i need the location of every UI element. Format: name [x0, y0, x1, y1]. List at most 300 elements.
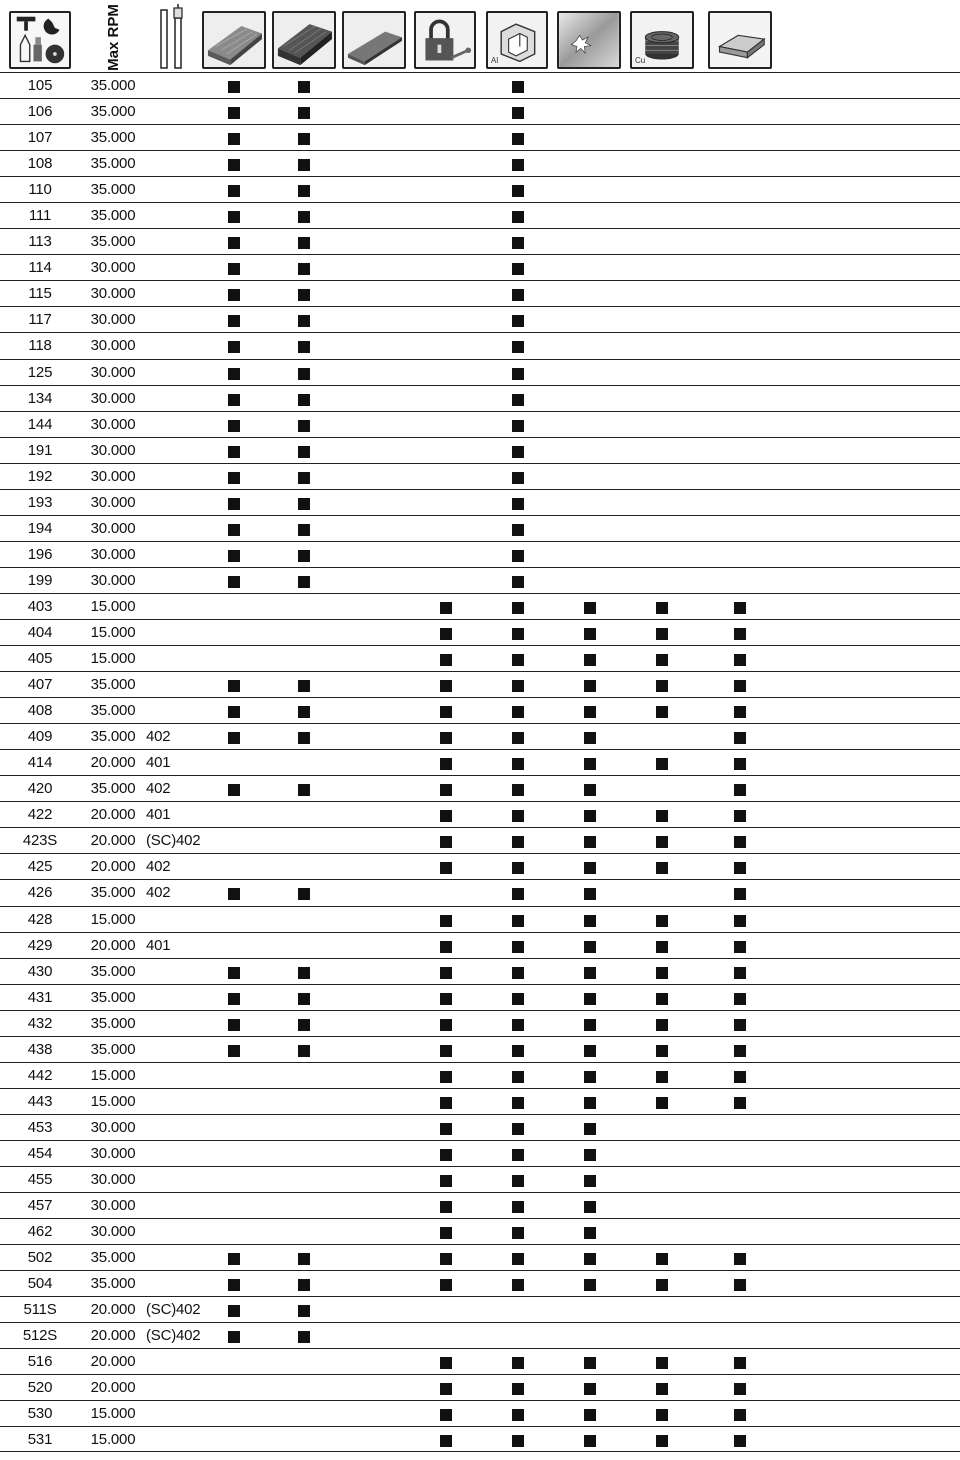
suitability-mark: [440, 862, 452, 874]
product-number: 199: [27, 571, 53, 589]
max-rpm-value: 30.000: [90, 1197, 136, 1215]
product-number: 512S: [22, 1327, 58, 1345]
table-row: [0, 202, 960, 228]
suitability-mark: [512, 1227, 524, 1239]
suitability-mark: [228, 341, 240, 353]
suitability-mark: [656, 628, 668, 640]
product-number: 125: [27, 363, 53, 381]
suitability-mark: [656, 654, 668, 666]
suitability-mark: [656, 1435, 668, 1447]
max-rpm-value: 30.000: [90, 1118, 136, 1136]
suitability-mark: [584, 1279, 596, 1291]
suitability-mark: [228, 732, 240, 744]
suitability-mark: [298, 1305, 310, 1317]
suitability-mark: [734, 941, 746, 953]
suitability-mark: [440, 706, 452, 718]
suitability-mark: [734, 810, 746, 822]
suitability-mark: [656, 602, 668, 614]
suitability-mark: [656, 1279, 668, 1291]
suitability-mark: [228, 967, 240, 979]
suitability-mark: [584, 1357, 596, 1369]
table-row: [0, 1426, 960, 1452]
suitability-mark: [298, 107, 310, 119]
suitability-mark: [584, 810, 596, 822]
table-row: [0, 385, 960, 411]
suitability-mark: [298, 1331, 310, 1343]
product-number: 531: [27, 1431, 53, 1449]
suitability-mark: [440, 1019, 452, 1031]
table-row: [0, 619, 960, 645]
max-rpm-value: 20.000: [90, 832, 136, 850]
suitability-mark: [734, 1383, 746, 1395]
max-rpm-value: 20.000: [90, 858, 136, 876]
suitability-mark: [734, 1071, 746, 1083]
table-row: [0, 671, 960, 697]
suitability-mark: [584, 1383, 596, 1395]
suitability-mark: [656, 680, 668, 692]
max-rpm-value: 15.000: [90, 910, 136, 928]
product-number: 516: [27, 1353, 53, 1371]
suitability-mark: [512, 315, 524, 327]
suitability-mark: [298, 680, 310, 692]
suitability-mark: [298, 967, 310, 979]
table-row: [0, 1348, 960, 1374]
suitability-mark: [512, 784, 524, 796]
suitability-mark: [734, 1045, 746, 1057]
suitability-mark: [440, 993, 452, 1005]
product-number: 403: [27, 597, 53, 615]
mandrel-value: 401: [146, 806, 171, 824]
suitability-mark: [584, 967, 596, 979]
suitability-mark: [512, 1019, 524, 1031]
product-number: 108: [27, 155, 53, 173]
suitability-mark: [512, 341, 524, 353]
product-number: 407: [27, 676, 53, 694]
table-row: [0, 958, 960, 984]
suitability-mark: [656, 810, 668, 822]
suitability-mark: [656, 836, 668, 848]
suitability-mark: [440, 784, 452, 796]
table-row: [0, 593, 960, 619]
table-row: [0, 1296, 960, 1322]
suitability-mark: [298, 133, 310, 145]
suitability-mark: [228, 289, 240, 301]
table-row: [0, 280, 960, 306]
product-compatibility-table: [0, 72, 960, 1452]
table-row: [0, 801, 960, 827]
suitability-mark: [440, 1409, 452, 1421]
suitability-mark: [656, 1097, 668, 1109]
suitability-mark: [584, 732, 596, 744]
max-rpm-value: 15.000: [90, 1405, 136, 1423]
suitability-mark: [440, 732, 452, 744]
table-row: [0, 411, 960, 437]
max-rpm-value: 30.000: [90, 259, 136, 277]
suitability-mark: [734, 967, 746, 979]
suitability-mark: [734, 1253, 746, 1265]
product-number: 404: [27, 623, 53, 641]
product-number: 144: [27, 415, 53, 433]
suitability-mark: [228, 888, 240, 900]
suitability-mark: [440, 836, 452, 848]
product-number: 405: [27, 650, 53, 668]
suitability-mark: [584, 1409, 596, 1421]
suitability-mark: [228, 784, 240, 796]
suitability-mark: [512, 1045, 524, 1057]
suitability-mark: [512, 1279, 524, 1291]
suitability-mark: [298, 159, 310, 171]
suitability-mark: [298, 211, 310, 223]
suitability-mark: [298, 732, 310, 744]
max-rpm-value: 35.000: [90, 676, 136, 694]
suitability-mark: [512, 888, 524, 900]
suitability-mark: [512, 706, 524, 718]
suitability-mark: [228, 993, 240, 1005]
suitability-mark: [228, 1305, 240, 1317]
suitability-mark: [298, 1019, 310, 1031]
product-number: 442: [27, 1066, 53, 1084]
suitability-mark: [512, 237, 524, 249]
table-row: [0, 775, 960, 801]
table-row: [0, 1062, 960, 1088]
max-rpm-value: 35.000: [90, 129, 136, 147]
suitability-mark: [512, 1435, 524, 1447]
max-rpm-value: 30.000: [90, 285, 136, 303]
suitability-mark: [228, 368, 240, 380]
suitability-mark: [512, 446, 524, 458]
suitability-mark: [298, 550, 310, 562]
suitability-mark: [656, 1019, 668, 1031]
suitability-mark: [512, 211, 524, 223]
mandrel-value: (SC)402: [146, 1327, 201, 1345]
product-number: 114: [28, 259, 52, 277]
suitability-mark: [512, 550, 524, 562]
suitability-mark: [298, 888, 310, 900]
max-rpm-value: 30.000: [90, 1223, 136, 1241]
suitability-mark: [512, 1253, 524, 1265]
suitability-mark: [734, 1097, 746, 1109]
product-number: 426: [27, 884, 53, 902]
suitability-mark: [298, 576, 310, 588]
suitability-mark: [298, 341, 310, 353]
suitability-mark: [228, 706, 240, 718]
product-number: 107: [27, 129, 53, 147]
product-number: 504: [27, 1275, 53, 1293]
suitability-mark: [440, 758, 452, 770]
suitability-mark: [512, 1409, 524, 1421]
softwood-icon: [202, 11, 266, 69]
suitability-mark: [512, 1071, 524, 1083]
max-rpm-value: 20.000: [90, 754, 136, 772]
suitability-mark: [584, 1175, 596, 1187]
product-number: 194: [27, 519, 53, 537]
table-row: [0, 1270, 960, 1296]
table-row: [0, 1166, 960, 1192]
suitability-mark: [584, 993, 596, 1005]
suitability-mark: [584, 654, 596, 666]
suitability-mark: [228, 263, 240, 275]
suitability-mark: [228, 394, 240, 406]
max-rpm-value: 20.000: [90, 1353, 136, 1371]
suitability-mark: [228, 1045, 240, 1057]
suitability-mark: [512, 472, 524, 484]
suitability-mark: [298, 524, 310, 536]
max-rpm-value: 30.000: [90, 389, 136, 407]
suitability-mark: [734, 628, 746, 640]
suitability-mark: [584, 1071, 596, 1083]
mandrel-value: 402: [146, 884, 171, 902]
suitability-mark: [734, 888, 746, 900]
suitability-mark: [734, 602, 746, 614]
hardwood-icon: [272, 11, 336, 69]
suitability-mark: [512, 498, 524, 510]
max-rpm-value: 35.000: [90, 207, 136, 225]
suitability-mark: [512, 1201, 524, 1213]
max-rpm-value: 30.000: [90, 441, 136, 459]
suitability-mark: [440, 1149, 452, 1161]
product-number: 414: [27, 754, 53, 772]
table-row: [0, 150, 960, 176]
suitability-mark: [228, 576, 240, 588]
suitability-mark: [656, 1357, 668, 1369]
suitability-mark: [512, 420, 524, 432]
table-header: [0, 0, 960, 72]
suitability-mark: [228, 185, 240, 197]
max-rpm-value: 35.000: [90, 702, 136, 720]
suitability-mark: [584, 836, 596, 848]
suitability-mark: [512, 1175, 524, 1187]
product-number: 196: [27, 545, 53, 563]
max-rpm-value: 20.000: [90, 1327, 136, 1345]
max-rpm-value: 20.000: [90, 1379, 136, 1397]
max-rpm-value: 30.000: [90, 519, 136, 537]
table-row: [0, 645, 960, 671]
product-number: 134: [27, 389, 53, 407]
suitability-mark: [512, 185, 524, 197]
max-rpm-value: 30.000: [90, 363, 136, 381]
table-row: [0, 1192, 960, 1218]
suitability-mark: [228, 107, 240, 119]
table-row: [0, 723, 960, 749]
product-number: 408: [27, 702, 53, 720]
suitability-mark: [440, 1201, 452, 1213]
suitability-mark: [512, 862, 524, 874]
product-number: 502: [27, 1249, 53, 1267]
product-number: 431: [27, 988, 53, 1006]
product-number: 106: [27, 103, 53, 121]
suitability-mark: [584, 941, 596, 953]
suitability-mark: [440, 1357, 452, 1369]
product-number: 438: [27, 1040, 53, 1058]
product-number: 511S: [23, 1301, 57, 1319]
table-row: [0, 359, 960, 385]
table-row: [0, 72, 960, 98]
suitability-mark: [734, 1409, 746, 1421]
table-row: [0, 1400, 960, 1426]
table-row: [0, 697, 960, 723]
table-row: [0, 1036, 960, 1062]
product-number: 454: [27, 1144, 53, 1162]
suitability-mark: [584, 915, 596, 927]
metal-bar-icon: [708, 11, 772, 69]
suitability-mark: [228, 524, 240, 536]
product-number: 118: [28, 337, 52, 355]
suitability-mark: [298, 1253, 310, 1265]
aluminium-icon: [486, 11, 548, 69]
suitability-mark: [512, 1149, 524, 1161]
table-row: [0, 437, 960, 463]
product-number: 430: [27, 962, 53, 980]
suitability-mark: [584, 888, 596, 900]
table-row: [0, 827, 960, 853]
suitability-mark: [440, 1071, 452, 1083]
product-number: 453: [27, 1118, 53, 1136]
suitability-mark: [734, 784, 746, 796]
suitability-mark: [734, 1019, 746, 1031]
suitability-mark: [512, 1123, 524, 1135]
suitability-mark: [512, 159, 524, 171]
suitability-mark: [584, 1227, 596, 1239]
suitability-mark: [512, 915, 524, 927]
product-number: 115: [28, 285, 52, 303]
max-rpm-value: 35.000: [90, 728, 136, 746]
suitability-mark: [228, 237, 240, 249]
suitability-mark: [228, 133, 240, 145]
table-row: [0, 1244, 960, 1270]
suitability-mark: [512, 993, 524, 1005]
suitability-mark: [228, 550, 240, 562]
suitability-mark: [440, 1045, 452, 1057]
suitability-mark: [440, 967, 452, 979]
table-row: [0, 254, 960, 280]
product-number: 409: [27, 728, 53, 746]
table-row: [0, 984, 960, 1010]
suitability-mark: [734, 1279, 746, 1291]
table-row: [0, 228, 960, 254]
max-rpm-value: 30.000: [90, 1144, 136, 1162]
table-row: [0, 906, 960, 932]
suitability-mark: [656, 967, 668, 979]
suitability-mark: [512, 368, 524, 380]
suitability-mark: [228, 472, 240, 484]
suitability-mark: [440, 810, 452, 822]
suitability-mark: [656, 1409, 668, 1421]
suitability-mark: [298, 1279, 310, 1291]
max-rpm-value: 30.000: [90, 571, 136, 589]
suitability-mark: [512, 81, 524, 93]
table-row: [0, 1010, 960, 1036]
suitability-mark: [440, 941, 452, 953]
suitability-mark: [228, 211, 240, 223]
suitability-mark: [584, 1019, 596, 1031]
max-rpm-header: Max RPM: [104, 3, 122, 71]
product-number: 462: [27, 1223, 53, 1241]
max-rpm-value: 35.000: [90, 1249, 136, 1267]
suitability-mark: [512, 263, 524, 275]
suitability-mark: [298, 289, 310, 301]
suitability-mark: [298, 368, 310, 380]
max-rpm-value: 15.000: [90, 623, 136, 641]
max-rpm-value: 35.000: [90, 1040, 136, 1058]
max-rpm-value: 35.000: [90, 988, 136, 1006]
mandrel-value: 402: [146, 728, 171, 746]
suitability-mark: [228, 1279, 240, 1291]
suitability-mark: [298, 446, 310, 458]
max-rpm-value: 30.000: [90, 1170, 136, 1188]
suitability-mark: [584, 1045, 596, 1057]
suitability-mark: [584, 758, 596, 770]
product-number: 443: [27, 1092, 53, 1110]
suitability-mark: [440, 1123, 452, 1135]
product-number: 457: [27, 1197, 53, 1215]
suitability-mark: [228, 315, 240, 327]
suitability-mark: [298, 472, 310, 484]
mandrel-value: (SC)402: [146, 832, 201, 850]
suitability-mark: [512, 576, 524, 588]
suitability-mark: [584, 706, 596, 718]
max-rpm-value: 15.000: [90, 1431, 136, 1449]
max-rpm-value: 30.000: [90, 493, 136, 511]
suitability-mark: [228, 498, 240, 510]
max-rpm-value: 15.000: [90, 650, 136, 668]
suitability-mark: [512, 836, 524, 848]
table-row: [0, 124, 960, 150]
suitability-mark: [440, 602, 452, 614]
suitability-mark: [584, 862, 596, 874]
max-rpm-value: 30.000: [90, 415, 136, 433]
max-rpm-value: 35.000: [90, 884, 136, 902]
suitability-mark: [440, 915, 452, 927]
table-row: [0, 1088, 960, 1114]
product-number: 429: [27, 936, 53, 954]
suitability-mark: [512, 1097, 524, 1109]
suitability-mark: [734, 836, 746, 848]
product-number: 520: [27, 1379, 53, 1397]
max-rpm-value: 35.000: [90, 181, 136, 199]
suitability-mark: [656, 1253, 668, 1265]
suitability-mark: [584, 1201, 596, 1213]
mandrel-value: 402: [146, 858, 171, 876]
suitability-mark: [584, 680, 596, 692]
suitability-mark: [656, 941, 668, 953]
suitability-mark: [656, 1071, 668, 1083]
suitability-mark: [440, 1279, 452, 1291]
suitability-mark: [228, 680, 240, 692]
suitability-mark: [512, 394, 524, 406]
product-number: 455: [27, 1170, 53, 1188]
suitability-mark: [512, 967, 524, 979]
product-number: 192: [27, 467, 53, 485]
suitability-mark: [440, 1435, 452, 1447]
product-number: 105: [27, 77, 53, 94]
table-row: [0, 1114, 960, 1140]
table-row: [0, 932, 960, 958]
table-row: [0, 567, 960, 593]
suitability-mark: [584, 1097, 596, 1109]
mandrel-value: (SC)402: [146, 1301, 201, 1319]
table-row: [0, 853, 960, 879]
suitability-mark: [228, 1331, 240, 1343]
table-row: [0, 879, 960, 905]
suitability-mark: [584, 1123, 596, 1135]
suitability-mark: [512, 1357, 524, 1369]
suitability-mark: [440, 1097, 452, 1109]
suitability-mark: [734, 732, 746, 744]
product-number: 117: [28, 311, 52, 329]
suitability-mark: [298, 706, 310, 718]
max-rpm-value: 35.000: [90, 1014, 136, 1032]
copper-coins-icon: [630, 11, 694, 69]
